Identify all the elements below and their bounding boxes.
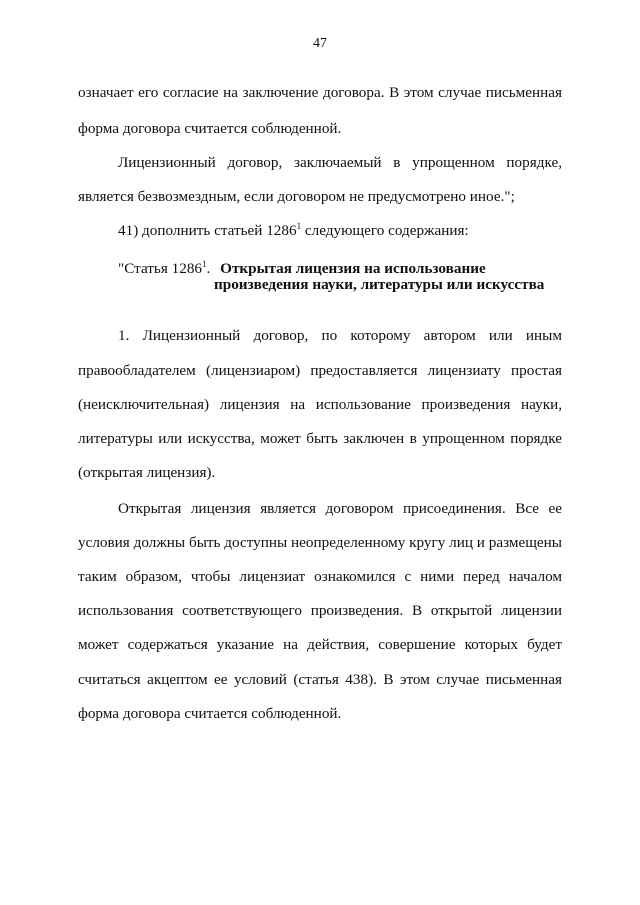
paragraph-line: Открытая лицензия является договором присоединения. Все ее (118, 500, 562, 517)
article-superscript: 1 (296, 220, 302, 231)
paragraph-line: таким образом, чтобы лицензиат ознакомился с ними перед началом (78, 568, 562, 585)
paragraph-line: считаться акцептом ее условий (статья 438). В этом случае письменная (78, 671, 562, 688)
paragraph-line: форма договора считается соблюденной. (78, 120, 342, 137)
paragraph-line: форма договора считается соблюденной. (78, 705, 342, 722)
page-number: 47 (313, 36, 327, 51)
paragraph-line: является безвозмездным, если договором не предусмотрено иное."; (78, 188, 515, 205)
paragraph-line: использования соответствующего произведения. В открытой лицензии (78, 602, 562, 619)
amendment-item-text: 41) дополнить статьей 1286 (118, 222, 297, 239)
paragraph-line: 1. Лицензионный договор, по которому автором или иным (118, 327, 562, 344)
amendment-item-text-end: следующего содержания: (301, 222, 469, 239)
paragraph-line: (открытая лицензия). (78, 464, 216, 481)
paragraph-line: Лицензионный договор, заключаемый в упрощенном порядке, (118, 154, 562, 171)
article-title: Открытая лицензия на использование (220, 260, 486, 277)
article-number: "Статья 1286 (118, 260, 203, 277)
paragraph-line: означает его согласие на заключение договора. В этом случае письменная (78, 84, 562, 101)
amendment-item (118, 222, 562, 240)
paragraph-line: литературы или искусства, может быть заключен в упрощенном порядке (78, 430, 562, 447)
paragraph-line: (неисключительная) лицензия на использование произведения науки, (78, 396, 562, 413)
paragraph-line: условия должны быть доступны неопределенному кругу лиц и размещены (78, 534, 562, 551)
article-superscript: 1 (202, 258, 207, 269)
paragraph-line: может содержаться указание на действия, совершение которых будет (78, 636, 562, 653)
article-title-line2: произведения науки, литературы или искусства (214, 276, 545, 293)
article-number-end: . (206, 260, 211, 277)
paragraph-line: правообладателем (лицензиаром) предоставляется лицензиату простая (78, 362, 562, 379)
